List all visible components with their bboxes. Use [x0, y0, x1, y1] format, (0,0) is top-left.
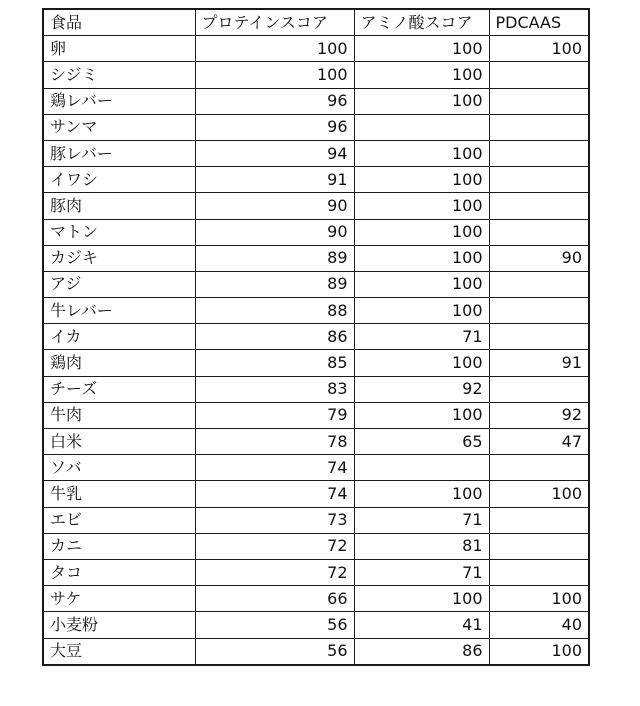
food-name-cell: サンマ	[43, 114, 195, 140]
food-name-cell: カニ	[43, 533, 195, 559]
table-header	[43, 9, 589, 36]
table-row	[43, 533, 589, 559]
amino-acid-score-cell: 41	[354, 612, 489, 638]
pdcaas-cell	[489, 140, 589, 166]
protein-score-table	[42, 8, 590, 666]
protein-score-cell: 100	[195, 36, 354, 62]
pdcaas-cell	[489, 62, 589, 88]
food-name-cell: アジ	[43, 271, 195, 297]
food-name-cell: イカ	[43, 324, 195, 350]
food-name-cell: 小麦粉	[43, 612, 195, 638]
protein-score-cell: 89	[195, 271, 354, 297]
food-name-cell: サケ	[43, 586, 195, 612]
pdcaas-cell	[489, 324, 589, 350]
pdcaas-cell	[489, 376, 589, 402]
protein-score-cell: 74	[195, 481, 354, 507]
protein-score-cell: 56	[195, 638, 354, 665]
table-row	[43, 167, 589, 193]
food-name-cell: シジミ	[43, 62, 195, 88]
amino-acid-score-cell: 100	[354, 245, 489, 271]
food-name-cell: イワシ	[43, 167, 195, 193]
pdcaas-cell: 90	[489, 245, 589, 271]
pdcaas-cell: 40	[489, 612, 589, 638]
table-row	[43, 586, 589, 612]
amino-acid-score-cell: 71	[354, 507, 489, 533]
table-row	[43, 402, 589, 428]
amino-acid-score-cell: 100	[354, 402, 489, 428]
protein-score-cell: 66	[195, 586, 354, 612]
protein-score-cell: 83	[195, 376, 354, 402]
table-row	[43, 507, 589, 533]
table-row	[43, 271, 589, 297]
pdcaas-cell	[489, 298, 589, 324]
amino-acid-score-cell: 100	[354, 62, 489, 88]
table-row	[43, 245, 589, 271]
header-amino-acid-score: アミノ酸スコア	[354, 9, 489, 36]
table-row	[43, 62, 589, 88]
protein-score-cell: 79	[195, 402, 354, 428]
table-row	[43, 481, 589, 507]
amino-acid-score-cell: 100	[354, 219, 489, 245]
protein-score-cell: 89	[195, 245, 354, 271]
amino-acid-score-cell: 100	[354, 298, 489, 324]
table-row	[43, 36, 589, 62]
protein-score-cell: 74	[195, 455, 354, 481]
food-name-cell: 豚肉	[43, 193, 195, 219]
pdcaas-cell: 100	[489, 638, 589, 665]
food-name-cell: 牛肉	[43, 402, 195, 428]
table-row	[43, 324, 589, 350]
food-name-cell: カジキ	[43, 245, 195, 271]
pdcaas-cell: 91	[489, 350, 589, 376]
table-row	[43, 140, 589, 166]
table-row	[43, 638, 589, 665]
food-name-cell: ソバ	[43, 455, 195, 481]
protein-score-cell: 90	[195, 219, 354, 245]
amino-acid-score-cell: 100	[354, 350, 489, 376]
amino-acid-score-cell: 81	[354, 533, 489, 559]
amino-acid-score-cell: 100	[354, 140, 489, 166]
protein-score-cell: 86	[195, 324, 354, 350]
amino-acid-score-cell: 100	[354, 193, 489, 219]
header-pdcaas: PDCAAS	[489, 9, 589, 36]
protein-score-cell: 73	[195, 507, 354, 533]
food-name-cell: タコ	[43, 559, 195, 585]
food-name-cell: 大豆	[43, 638, 195, 665]
protein-score-cell: 72	[195, 559, 354, 585]
amino-acid-score-cell	[354, 455, 489, 481]
amino-acid-score-cell: 100	[354, 167, 489, 193]
protein-score-table-container	[42, 8, 588, 666]
pdcaas-cell	[489, 219, 589, 245]
pdcaas-cell	[489, 507, 589, 533]
table-row	[43, 455, 589, 481]
table-row	[43, 114, 589, 140]
pdcaas-cell: 47	[489, 429, 589, 455]
table-body	[43, 36, 589, 665]
food-name-cell: 豚レバー	[43, 140, 195, 166]
pdcaas-cell	[489, 533, 589, 559]
food-name-cell: 白米	[43, 429, 195, 455]
food-name-cell: チーズ	[43, 376, 195, 402]
protein-score-cell: 91	[195, 167, 354, 193]
pdcaas-cell: 92	[489, 402, 589, 428]
protein-score-cell: 88	[195, 298, 354, 324]
protein-score-cell: 72	[195, 533, 354, 559]
amino-acid-score-cell: 100	[354, 481, 489, 507]
protein-score-cell: 78	[195, 429, 354, 455]
pdcaas-cell	[489, 167, 589, 193]
table-row	[43, 193, 589, 219]
header-row	[43, 9, 589, 36]
food-name-cell: エビ	[43, 507, 195, 533]
table-row	[43, 612, 589, 638]
pdcaas-cell	[489, 88, 589, 114]
amino-acid-score-cell: 65	[354, 429, 489, 455]
table-row	[43, 298, 589, 324]
amino-acid-score-cell: 71	[354, 324, 489, 350]
food-name-cell: 卵	[43, 36, 195, 62]
protein-score-cell: 96	[195, 88, 354, 114]
table-row	[43, 350, 589, 376]
protein-score-cell: 90	[195, 193, 354, 219]
protein-score-cell: 94	[195, 140, 354, 166]
pdcaas-cell	[489, 455, 589, 481]
table-row	[43, 376, 589, 402]
pdcaas-cell: 100	[489, 36, 589, 62]
food-name-cell: 牛乳	[43, 481, 195, 507]
table-row	[43, 219, 589, 245]
pdcaas-cell	[489, 193, 589, 219]
protein-score-cell: 100	[195, 62, 354, 88]
table-row	[43, 559, 589, 585]
header-protein-score: プロテインスコア	[195, 9, 354, 36]
protein-score-cell: 56	[195, 612, 354, 638]
pdcaas-cell	[489, 559, 589, 585]
amino-acid-score-cell: 71	[354, 559, 489, 585]
protein-score-cell: 85	[195, 350, 354, 376]
protein-score-cell: 96	[195, 114, 354, 140]
food-name-cell: マトン	[43, 219, 195, 245]
amino-acid-score-cell: 100	[354, 586, 489, 612]
amino-acid-score-cell: 100	[354, 88, 489, 114]
header-food: 食品	[43, 9, 195, 36]
food-name-cell: 牛レバー	[43, 298, 195, 324]
pdcaas-cell	[489, 114, 589, 140]
amino-acid-score-cell: 92	[354, 376, 489, 402]
pdcaas-cell: 100	[489, 586, 589, 612]
table-row	[43, 429, 589, 455]
amino-acid-score-cell: 86	[354, 638, 489, 665]
pdcaas-cell	[489, 271, 589, 297]
amino-acid-score-cell	[354, 114, 489, 140]
amino-acid-score-cell: 100	[354, 271, 489, 297]
table-row	[43, 88, 589, 114]
food-name-cell: 鶏レバー	[43, 88, 195, 114]
food-name-cell: 鶏肉	[43, 350, 195, 376]
pdcaas-cell: 100	[489, 481, 589, 507]
amino-acid-score-cell: 100	[354, 36, 489, 62]
